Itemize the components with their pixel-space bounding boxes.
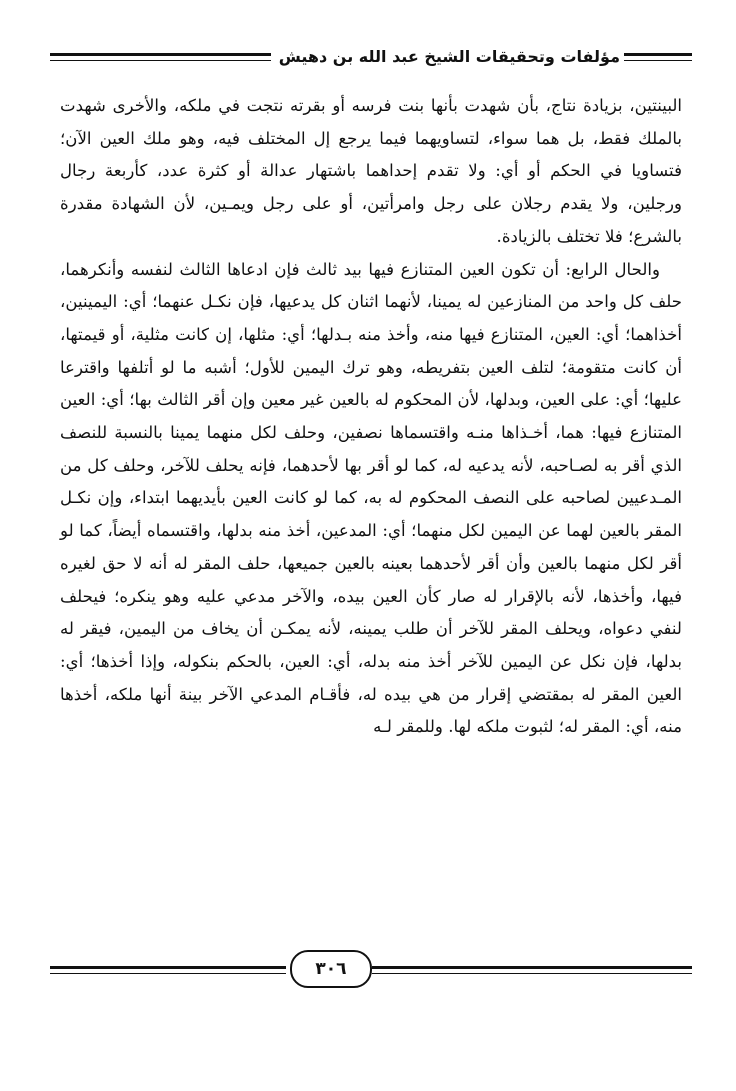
page-footer (50, 948, 692, 992)
running-header (50, 44, 692, 70)
page-number: ٣٠٦ (290, 950, 372, 988)
header-title: مؤلفات وتحقيقات الشيخ عبد الله بن دهيش (271, 44, 620, 70)
paragraph-1: البينتين، بزيادة نتاج، بأن شهدت بأنها بنت فرسه أو بقرته نتجت في ملكه، والأخرى شهدت بالملك فقط، بل هما سواء، لتساويهما فيما يرجع إل المختلف فيه، وهو ملك العين الآن؛ فتساويا في الحكم أو أي: ولا تقدم إحداهما باشتهار عدالة أو كثرة عدد، كأربعة رجال ورجلين، ولا يقدم رجلان على رجل وامرأتين، أو على رجل ويمـين، لأن الشهادة مقدرة بالشرع؛ فلا تختلف بالزيادة. (60, 96, 682, 246)
paragraph-2: والحال الرابع: أن تكون العين المتنازع فيها بيد ثالث فإن ادعاها الثالث لنفسه وأنكرهما، حلف كل واحد من المنازعين له يمينا، لأنهما اثنان كل يدعيها، فإن نكـل عنهما؛ أي: اليمينين، أخذاهما؛ أي: العين، المتنازع فيها منه، وأخذ منه بـدلها؛ أي: مثلها، إن كانت مثلية، أو قيمتها، أن كانت متقومة؛ لتلف العين بتفريطه، وهو ترك اليمين للأول؛ أشبه ما لو أتلفها واقترعا عليها؛ أي: على العين، وبدلها، لأن المحكوم له بالعين غير معين وإن أقر الثالث بها؛ أي: العين المتنازع فيها: هما، أخـذاها منـه واقتسماها نصفين، وحلف لكل منهما يمينا بالنسبة للنصف الذي أقر به لصـاحبه، لأنه يدعيه له، كما لو أقر بها لأحدهما، فإنه يحلف للآخر، وحلف كل من المـدعيين لصاحبه على النصف المحكوم له به، كما لو كانت العين بأيديهما ابتداء، وإن نكـل المقر بالعين لهما عن اليمين لكل منهما؛ أي: المدعين، أخذ منه بدلها، واقتسماه أيضاً، كما لو أقر لكل منهما بالعين وأن أقر لأحدهما بعينه بالعين جميعها، حلف المقر له أنه لا حق لغيره فيها، وأخذها، لأنه بالإقرار له صار كأن العين بيده، والآخر مدعي عليه وهو ينكره؛ فيحلف لنفي دعواه، ويحلف المقر للآخر أن طلب يمينه، لأنه يمكـن أن يخاف من اليمين، فيقر له بدلها، فإن نكل عن اليمين للآخر أخذ منه بدله، أي: العين، بالحكم بنكوله، وإذا أخذها؛ أي: العين المقر له بمقتضي إقرار من هي بيده له، فأقـام المدعي الآخر بينة أنها ملكه، أخذها منه، أي: المقر له؛ لثبوت ملكه لها. وللمقر لـه (60, 259, 682, 737)
footer-rule-right (372, 966, 692, 974)
footer-rule-left (50, 966, 286, 974)
header-rule-right (624, 53, 692, 61)
body-text (60, 90, 682, 744)
